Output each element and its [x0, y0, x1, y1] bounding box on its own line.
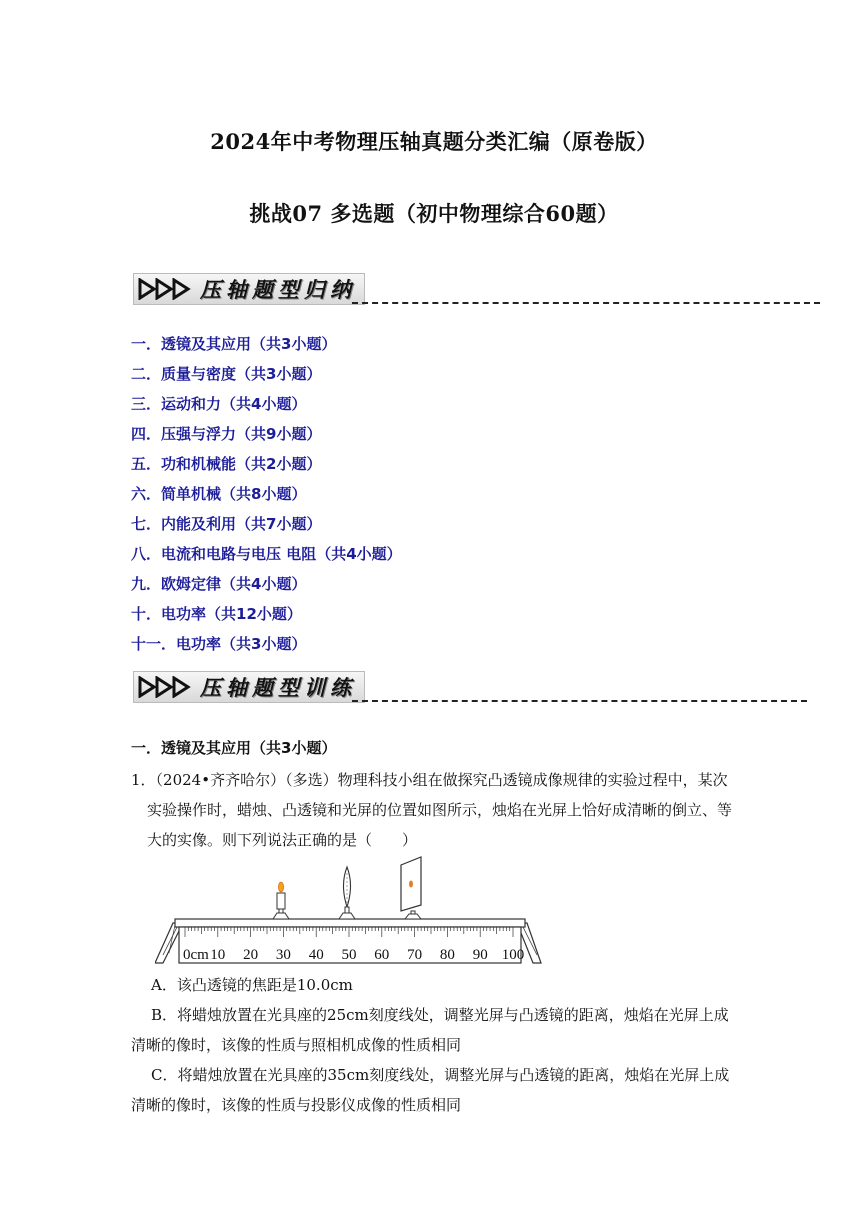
question-stem: 1．（2024•齐齐哈尔）（多选）物理科技小组在做探究凸透镜成像规律的实验过程中，某次实验操作时，蜡烛、凸透镜和光屏的位置如图所示，烛焰在光屏上恰好成清晰的倒立、等大的实像。则下列说法正确的是（ ） — [131, 771, 733, 849]
toc-item[interactable]: 十．电功率（共12小题） — [131, 605, 302, 623]
optical-bench-figure — [155, 855, 545, 967]
document-title: 2024年中考物理压轴真题分类汇编（原卷版） — [210, 129, 658, 154]
question-1 — [131, 765, 741, 855]
ruler-label: 90 — [472, 947, 488, 963]
banner-box — [133, 671, 365, 703]
light-screen — [401, 857, 421, 919]
ruler-label: 40 — [308, 947, 324, 963]
option-c: C．将蜡烛放置在光具座的35cm刻度线处，调整光屏与凸透镜的距离，烛焰在光屏上成 清晰的像时，该像的性质与投影仪成像的性质相同 — [131, 1066, 730, 1114]
convex-lens — [339, 867, 355, 919]
banner-label: 压轴题型训练 — [200, 676, 356, 700]
toc-item[interactable]: 九．欧姆定律（共4小题） — [131, 575, 307, 593]
ruler-label: 70 — [407, 947, 423, 963]
ruler-label: 20 — [243, 947, 259, 963]
triple-arrow-icon — [138, 676, 192, 698]
toc-item[interactable]: 四．压强与浮力（共9小题） — [131, 425, 322, 443]
dashed-divider — [352, 302, 820, 304]
toc-item[interactable]: 十一．电功率（共3小题） — [131, 635, 307, 653]
section-banner-training — [133, 670, 365, 704]
triple-arrow-icon — [138, 278, 192, 300]
table-of-contents — [131, 333, 402, 663]
ruler-label: 30 — [275, 947, 291, 963]
toc-item[interactable]: 二．质量与密度（共3小题） — [131, 365, 322, 383]
bench-rail — [175, 919, 525, 927]
ruler-label: 80 — [439, 947, 455, 963]
candle — [273, 882, 289, 919]
toc-item[interactable]: 七．内能及利用（共7小题） — [131, 515, 322, 533]
ruler-label: 50 — [341, 947, 357, 963]
dashed-divider — [352, 700, 807, 702]
toc-item[interactable]: 八．电流和电路与电压 电阻（共4小题） — [131, 545, 402, 563]
toc-item[interactable]: 五．功和机械能（共2小题） — [131, 455, 322, 473]
ruler-label: 0cm — [183, 947, 209, 963]
section-banner-summary — [133, 272, 365, 306]
ruler-label: 100 — [501, 947, 525, 963]
toc-item[interactable]: 一．透镜及其应用（共3小题） — [131, 335, 337, 353]
banner-box — [133, 273, 365, 305]
section-heading: 一．透镜及其应用（共3小题） — [131, 739, 337, 757]
option-b: B．将蜡烛放置在光具座的25cm刻度线处，调整光屏与凸透镜的距离，烛焰在光屏上成 清晰的像时，该像的性质与照相机成像的性质相同 — [131, 1006, 729, 1054]
ruler-label: 10 — [210, 947, 226, 963]
banner-label: 压轴题型归纳 — [200, 278, 356, 302]
document-subtitle: 挑战07 多选题（初中物理综合60题） — [249, 201, 619, 226]
option-a: A．该凸透镜的焦距是10.0cm — [151, 976, 353, 994]
toc-item[interactable]: 三．运动和力（共4小题） — [131, 395, 307, 413]
ruler-label: 60 — [374, 947, 390, 963]
toc-item[interactable]: 六．简单机械（共8小题） — [131, 485, 307, 503]
